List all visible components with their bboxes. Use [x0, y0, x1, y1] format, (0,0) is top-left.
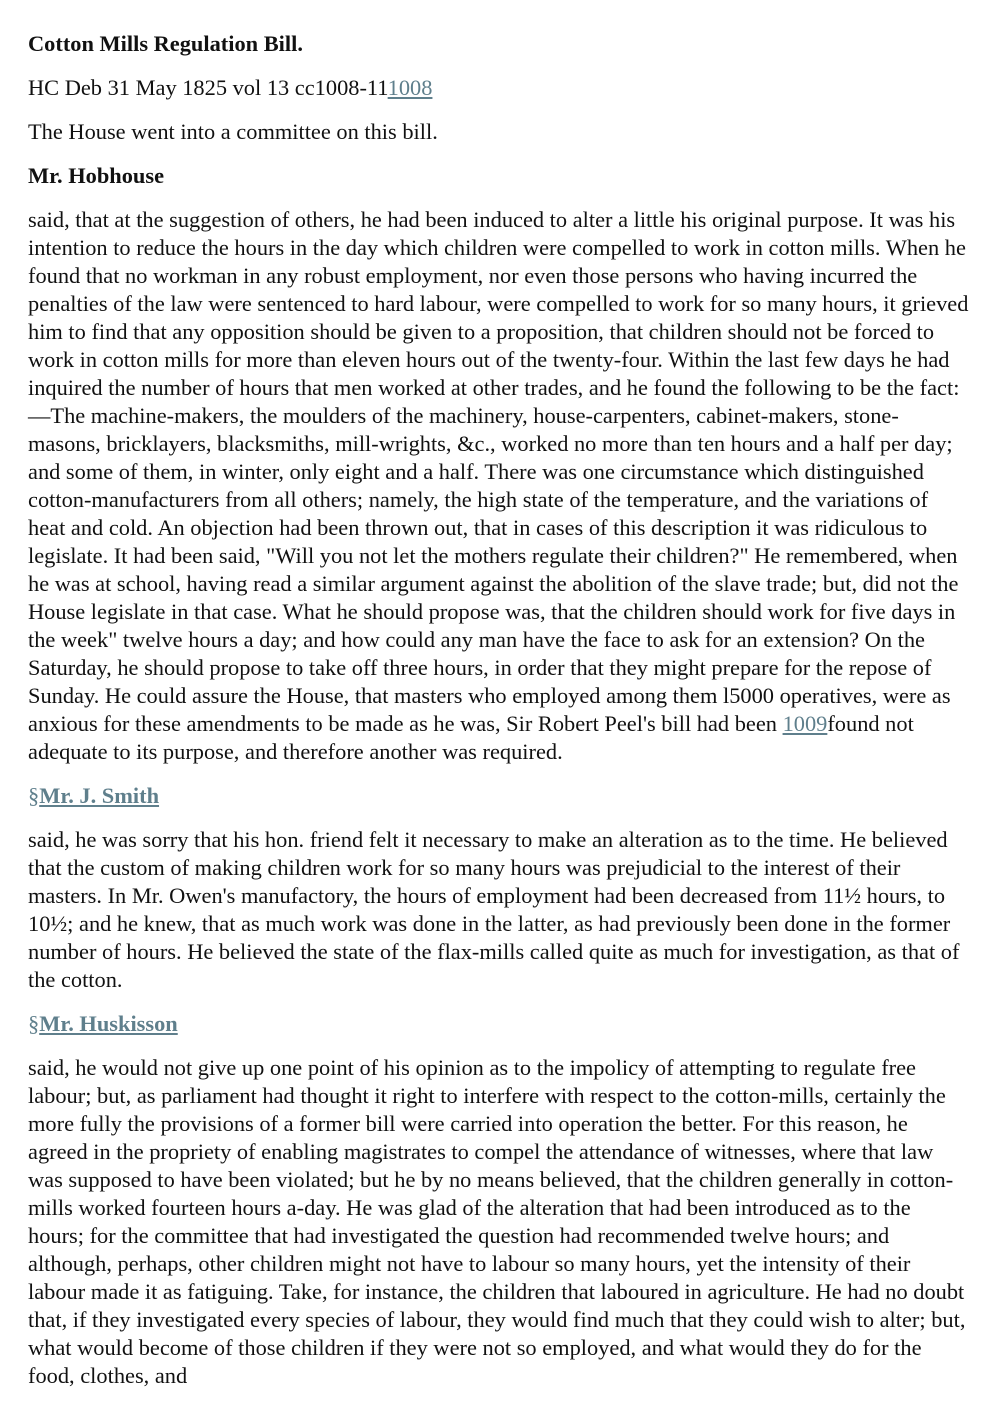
speech-hobhouse	[28, 206, 970, 766]
citation-text: HC Deb 31 May 1825 vol 13 cc1008-11	[28, 75, 388, 100]
speech-hobhouse-text-cont: found not adequate to its purpose, and therefore another was required.	[28, 711, 914, 764]
column-link-1009[interactable]: 1009	[782, 711, 828, 736]
citation-line	[28, 74, 970, 102]
section-mark: §	[28, 783, 40, 808]
speaker-heading-huskisson	[28, 1010, 970, 1038]
column-link-1008[interactable]: 1008	[387, 75, 433, 100]
debate-title: Cotton Mills Regulation Bill.	[28, 31, 303, 56]
intro-paragraph: The House went into a committee on this bill.	[28, 119, 438, 144]
section-mark: §	[28, 1011, 40, 1036]
speech-huskisson: said, he would not give up one point of his opinion as to the impolicy of attempting to regulate free labour; but, as parliament had thought it right to interfere with respect to the cotton-mills, certainly the more fully the provisions of a former bill were carried into operation the better. For this reason, he agreed in the propriety of enabling magistrates to compel the attendance of witnesses, where that law was supposed to have been violated; but he by no means believed, that the children generally in cotton-mills worked fourteen hours a-day. He was glad of the alteration that had been introduced as to the hours; for the committee that had investigated the question had recommended twelve hours; and although, perhaps, other children might not have to labour so many hours, yet the intensity of their labour made it as fatiguing. Take, for instance, the children that laboured in agriculture. He had no doubt that, if they investigated every species of labour, they would find much that they could wish to alter; but, what would become of those children if they were not so employed, and what would they do for the food, clothes, and	[28, 1055, 966, 1388]
speech-hobhouse-text: said, that at the suggestion of others, he had been induced to alter a little his original purpose. It was his intention to reduce the hours in the day which children were compelled to work in cotton mills. When he found that no workman in any robust employment, nor even those persons who having incurred the penalties of the law were sentenced to hard labour, were compelled to work for so many hours, it grieved him to find that any opposition should be given to a proposition, that children should not be forced to work in cotton mills for more than eleven hours out of the twenty-four. Within the last few days he had inquired the number of hours that men worked at other trades, and he found the following to be the fact:—The machine-makers, the moulders of the machinery, house-carpenters, cabinet-makers, stone-masons, bricklayers, blacksmiths, mill-wrights, &c., worked no more than ten hours and a half per day; and some of them, in winter, only eight and a half. There was one circumstance which distinguished cotton-manufacturers from all others; namely, the high state of the temperature, and the variations of heat and cold. An objection had been thrown out, that in cases of this description it was ridiculous to legislate. It had been said, "Will you not let the mothers regulate their children?" He remembered, when he was at school, having read a similar argument against the abolition of the slave trade; but, did not the House legislate in that case. What he should propose was, that the children should work for five days in the week" twelve hours a day; and how could any man have the face to ask for an extension? On the Saturday, he should propose to take off three hours, in order that they might prepare for the repose of Sunday. He could assure the House, that masters who employed among them l5000 operatives, were as anxious for these amendments to be made as he was, Sir Robert Peel's bill had been	[28, 207, 969, 736]
speaker-link-huskisson[interactable]: Mr. Huskisson	[39, 1011, 178, 1036]
speech-smith: said, he was sorry that his hon. friend felt it necessary to make an alteration as to the time. He believed that the custom of making children work for so many hours was prejudicial to the interest of their masters. In Mr. Owen's manufactory, the hours of employment had been decreased from 11½ hours, to 10½; and he knew, that as much work was done in the latter, as had previously been done in the former number of hours. He believed the state of the flax-mills called quite as much for investigation, as that of the cotton.	[28, 827, 960, 992]
speaker-name-hobhouse: Mr. Hobhouse	[28, 163, 165, 188]
speaker-heading-smith	[28, 782, 970, 810]
speaker-link-smith[interactable]: Mr. J. Smith	[39, 783, 160, 808]
